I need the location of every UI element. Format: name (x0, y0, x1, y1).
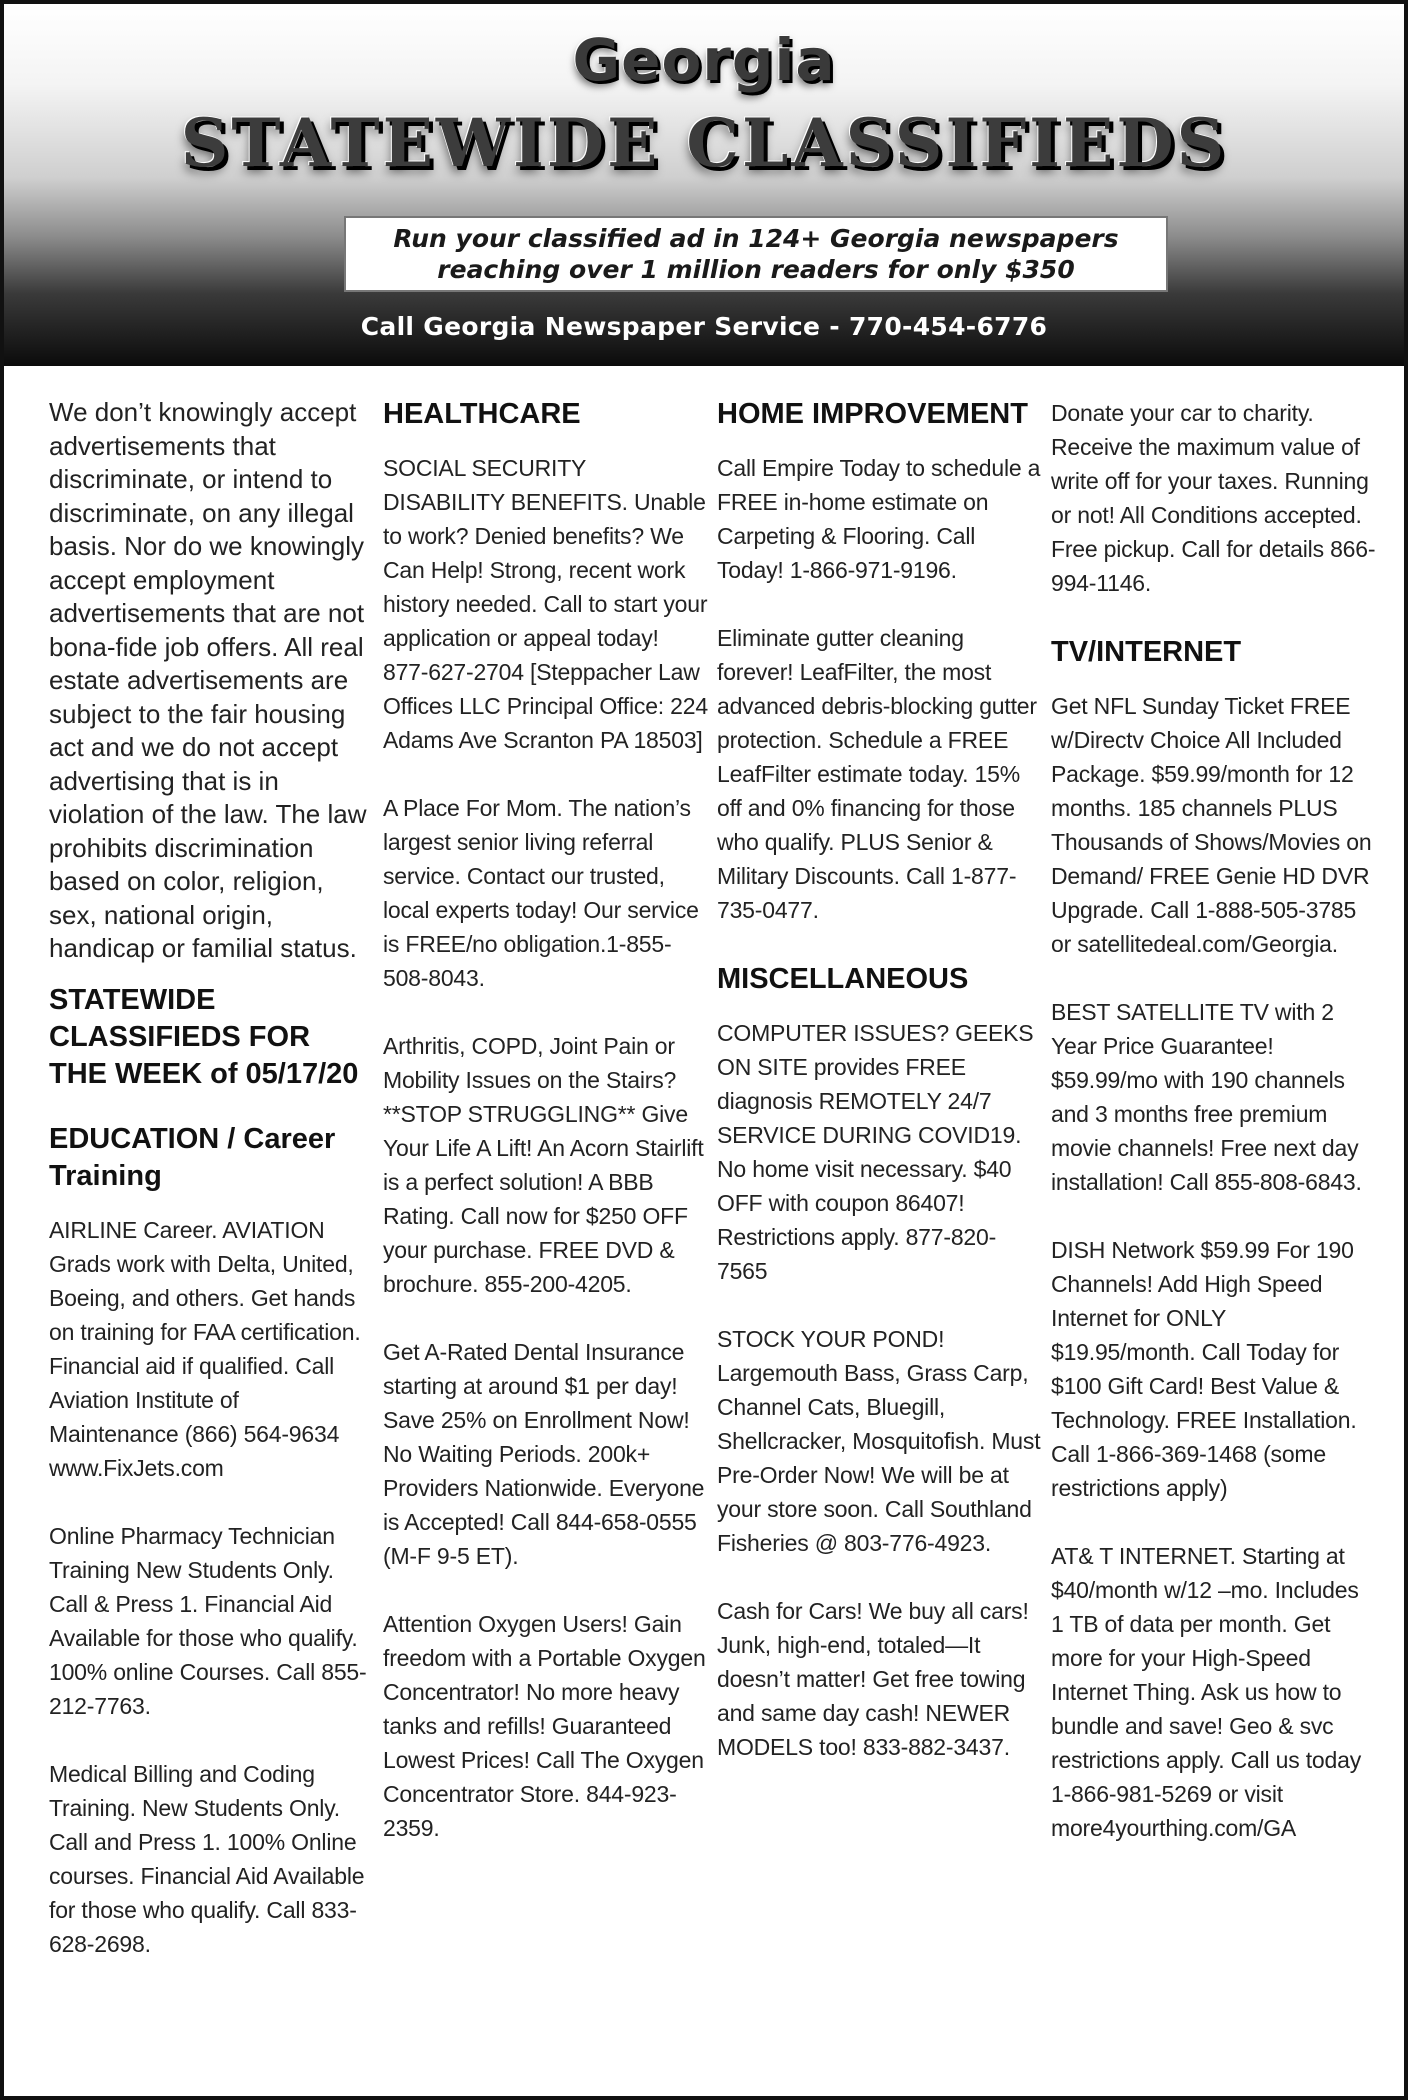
ad-stock-your-pond: STOCK YOUR POND! Largemouth Bass, Grass Carp, Channel Cats, Bluegill, Shellcracker, Mosquitofish. Must Pre-Order Now! We will be at your store soon. Call Southland Fisheries @ 803-776-4923. (717, 1326, 1041, 1556)
contact-phone-line: Call Georgia Newspaper Service - 770-454-6776 (360, 312, 1048, 341)
section-heading-tv-internet: TV/INTERNET (1051, 636, 1242, 668)
promo-line-1: Run your classified ad in 124+ Georgia newspapers (393, 224, 1119, 253)
ad-medical-billing: Medical Billing and Coding Training. New Students Only. Call and Press 1. 100% Online courses. Financial Aid Available for those who qualify. Call 833-628-2698. (49, 1760, 365, 1957)
ad-oxygen-concentrator: Attention Oxygen Users! Gain freedom with a Portable Oxygen Concentrator! No more heavy tanks and refills! Guaranteed Lowest Prices! Call The Oxygen Concentrator Store. 844-923-2359. (383, 1611, 706, 1841)
section-heading-education: EDUCATION / Career Training (49, 1122, 336, 1192)
nondiscrimination-disclaimer: We don’t knowingly accept advertisements that discriminate, or intend to discriminate, on any illegal basis. Nor do we knowingly accept employment advertisements that are not bona-fide job offers. All real estate advertisements are subject to the fair housing act and we do not accept advertising that is in violation of the law. The law prohibits discrimination based on color, religion, sex, national origin, handicap or familial status. (49, 397, 367, 963)
masthead-state: Georgia (572, 26, 836, 94)
promo-line-2: reaching over 1 million readers for only $350 (437, 255, 1075, 284)
ad-best-satellite-tv: BEST SATELLITE TV with 2 Year Price Guarantee! $59.99/mo with 190 channels and 3 months free premium movie channels! Free next day installation! Call 855-808-6843. (1051, 999, 1362, 1195)
section-heading-miscellaneous: MISCELLANEOUS (717, 963, 969, 995)
section-heading-healthcare: HEALTHCARE (383, 398, 581, 430)
ad-dish-network: DISH Network $59.99 For 190 Channels! Add High Speed Internet for ONLY $19.95/month. Call Today for $100 Gift Card! Best Value & Technology. FREE Installation. Call 1-866-369-1468 (some restrictions apply) (1051, 1237, 1357, 1501)
masthead-banner (4, 4, 1404, 366)
ad-geeks-on-site: COMPUTER ISSUES? GEEKS ON SITE provides FREE diagnosis REMOTELY 24/7 SERVICE DURING COVID19. No home visit necessary. $40 OFF with coupon 86407! Restrictions apply. 877-820-7565 (717, 1020, 1034, 1284)
ad-donate-car: Donate your car to charity. Receive the maximum value of write off for your taxes. Running or not! All Conditions accepted. Free pickup. Call for details 866-994-1146. (1051, 400, 1376, 596)
ad-empire-today: Call Empire Today to schedule a FREE in-home estimate on Carpeting & Flooring. Call Today! 1-866-971-9196. (717, 455, 1041, 583)
ad-att-internet: AT& T INTERNET. Starting at $40/month w/12 –mo. Includes 1 TB of data per month. Get more for your High-Speed Internet Thing. Ask us how to bundle and save! Geo & svc restrictions apply. Call us today 1-866-981-5269 or visit more4yourthing.com/GA (1051, 1543, 1361, 1841)
ad-pharmacy-technician: Online Pharmacy Technician Training New Students Only. Call & Press 1. Financial Aid Available for those who qualify. 100% online Courses. Call 855-212-7763. (49, 1522, 367, 1719)
ad-social-security: SOCIAL SECURITY DISABILITY BENEFITS. Unable to work? Denied benefits? We Can Help! Strong, recent work history needed. Call to start your application or appeal today! 877-627-2704 [Steppacher Law Offices LLC Principal Office: 224 Adams Ave Scranton PA 18503] (383, 455, 708, 753)
ad-stairlift: Arthritis, COPD, Joint Pain or Mobility Issues on the Stairs? **STOP STRUGGLING** Give Your Life A Lift! An Acorn Stairlift is a perfect solution! A BBB Rating. Call now for $250 OFF your purchase. FREE DVD & brochure. 855-200-4205. (383, 1033, 704, 1297)
ad-leaffilter: Eliminate gutter cleaning forever! LeafFilter, the most advanced debris-blocking gutter protection. Schedule a FREE LeafFilter estimate today. 15% off and 0% financing for those who qualify. PLUS Senior & Military Discounts. Call 1-877-735-0477. (717, 625, 1037, 923)
ad-nfl-sunday-ticket: Get NFL Sunday Ticket FREE w/Directv Choice All Included Package. $59.99/month for 12 months. 185 channels PLUS Thousands of Shows/Movies on Demand/ FREE Genie HD DVR Upgrade. Call 1-888-505-3785 or satellitedeal.com/Georgia. (1051, 693, 1372, 957)
classified-columns (49, 396, 1376, 2086)
ad-place-for-mom: A Place For Mom. The nation’s largest senior living referral service. Contact our trusted, local experts today! Our service is FREE/no obligation.1-855-508-8043. (383, 795, 699, 991)
ad-cash-for-cars: Cash for Cars! We buy all cars! Junk, high-end, totaled—It doesn’t matter! Get free towing and same day cash! NEWER MODELS too! 833-882-3437. (717, 1598, 1029, 1760)
column-4 (1051, 396, 1376, 1879)
week-heading: STATEWIDE CLASSIFIEDS FOR THE WEEK of 05/17/20 (49, 983, 359, 1090)
column-3 (717, 396, 1042, 1798)
masthead-title: STATEWIDE CLASSIFIEDS (180, 104, 1228, 182)
column-1 (49, 396, 374, 1995)
column-2 (383, 396, 708, 1879)
ad-dental-insurance: Get A-Rated Dental Insurance starting at around $1 per day! Save 25% on Enrollment Now! No Waiting Periods. 200k+ Providers Nationwide. Everyone is Accepted! Call 844-658-0555 (M-F 9-5 ET). (383, 1339, 705, 1569)
ad-airline-career: AIRLINE Career. AVIATION Grads work with Delta, United, Boeing, and others. Get hands on training for FAA certification. Financial aid if qualified. Call Aviation Institute of Maintenance (866) 564-9634 www.FixJets.com (49, 1216, 361, 1481)
promo-box (344, 216, 1168, 292)
section-heading-home-improvement: HOME IMPROVEMENT (717, 398, 1028, 430)
